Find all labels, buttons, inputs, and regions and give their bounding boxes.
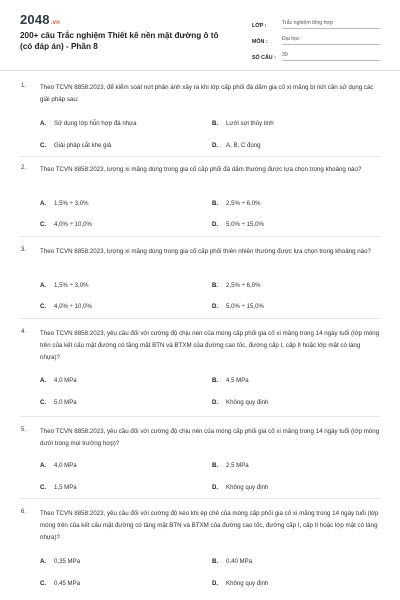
option-letter: A. [40, 377, 47, 384]
question-number: 4. [21, 328, 27, 335]
option-b[interactable] [212, 462, 249, 469]
option-letter: B. [212, 120, 219, 127]
option-a[interactable] [40, 120, 137, 127]
option-b[interactable] [212, 558, 252, 565]
option-a[interactable] [40, 462, 77, 469]
option-letter: D. [212, 580, 219, 587]
option-text: 1,5% ÷ 3,0% [54, 282, 89, 289]
option-letter: D. [212, 399, 219, 406]
option-text: 2,5% ÷ 6,0% [226, 200, 261, 207]
option-text: Giải pháp cắt khe giả [54, 142, 112, 149]
question-text: Theo TCVN 8858:2023, lượng xi măng dùng trong gia cố cấp phối đá dăm thường được lựa chọn trong khoảng nào? [40, 166, 362, 173]
question-text: Theo TCVN 8858:2023, yêu cầu đối với cường độ kéo khi ép chẻ của móng cấp phối gia cố xi măng trong 14 ngày tuổi (lớp móng trên của kết cấu mặt đường có tầng mặt BTN và BTXM của đường cao tốc, đường cấp I, cấp II hoặc lớp mặt có láng nhựa)? [40, 510, 379, 541]
meta-row-lop [252, 14, 380, 29]
option-c[interactable] [40, 580, 80, 587]
question-text: Theo TCVN 8858:2023, để kiểm soát nứt phản ánh xảy ra khi lớp cấp phối đá dăm gia cố xi măng bị nứt cần sử dụng các giải pháp sau: [40, 84, 374, 103]
option-text: Không quy định [226, 580, 269, 587]
option-text: 2,5% ÷ 6,0% [226, 282, 261, 289]
question-separator [20, 236, 380, 237]
option-letter: B. [212, 462, 219, 469]
header-divider [0, 70, 400, 71]
page-header [0, 0, 400, 64]
option-letter: B. [212, 558, 219, 565]
option-c[interactable] [40, 399, 77, 406]
option-text: Lưới sợi thủy tinh [226, 120, 274, 127]
document-title: 200+ câu Trắc nghiệm Thiết kế nền mặt đường ô tô (có đáp án) - Phần 8 [20, 31, 219, 51]
option-text: 2,5 MPa [226, 462, 249, 469]
question-text: Theo TCVN 8858:2023, lượng xi măng dùng trong gia cố cấp phối thiên nhiên thường được lựa chọn trong khoảng nào? [40, 248, 371, 255]
option-letter: D. [212, 484, 219, 491]
option-letter: B. [212, 377, 219, 384]
option-text: A, B, C đúng [226, 142, 261, 149]
option-c[interactable] [40, 221, 92, 228]
question-number: 2. [21, 164, 27, 171]
question-separator [20, 156, 380, 157]
option-d[interactable] [212, 303, 264, 310]
meta-row-mon [252, 30, 380, 45]
option-b[interactable] [212, 200, 261, 207]
socau-value: 30 [282, 52, 380, 61]
option-d[interactable] [212, 580, 268, 587]
socau-label: SỐ CÂU : [252, 55, 276, 61]
lop-label: LỚP : [252, 23, 267, 29]
option-text: 0,35 MPa [54, 558, 81, 565]
option-text: Không quy định [226, 484, 269, 491]
option-c[interactable] [40, 303, 92, 310]
option-text: Không quy định [226, 399, 269, 406]
option-b[interactable] [212, 282, 261, 289]
meta-row-socau [252, 46, 380, 61]
option-text: 0,40 MPa [226, 558, 253, 565]
question-separator [20, 318, 380, 319]
option-text: Sử dụng lớp hỗn hợp đá nhựa [54, 120, 137, 127]
question-number: 1. [21, 82, 27, 89]
option-a[interactable] [40, 282, 89, 289]
logo-tld: .vn [50, 20, 61, 26]
option-letter: D. [212, 303, 219, 310]
option-d[interactable] [212, 221, 264, 228]
option-a[interactable] [40, 377, 77, 384]
question-separator [20, 416, 380, 417]
option-text: 5,0% ÷ 15,0% [226, 303, 264, 310]
option-text: 0,45 MPa [54, 580, 81, 587]
option-d[interactable] [212, 484, 268, 491]
option-letter: A. [40, 462, 47, 469]
option-d[interactable] [212, 142, 261, 149]
option-text: 1,5 MPa [54, 484, 77, 491]
option-text: 4,0 MPa [54, 462, 77, 469]
option-text: 1,5% ÷ 3,0% [54, 200, 89, 207]
option-text: 4,0% ÷ 10,0% [54, 221, 92, 228]
mon-value: Đại học [282, 36, 380, 45]
option-letter: C. [40, 221, 47, 228]
option-letter: B. [212, 200, 219, 207]
question-number: 6. [21, 508, 27, 515]
lop-value: Trắc nghiệm tổng hợp [282, 20, 380, 29]
question-number: 5. [21, 426, 27, 433]
option-text: 5,0% ÷ 15,0% [226, 221, 264, 228]
option-letter: A. [40, 558, 47, 565]
document-meta [252, 14, 380, 62]
option-letter: B. [212, 282, 219, 289]
option-letter: D. [212, 142, 219, 149]
option-letter: A. [40, 200, 47, 207]
option-letter: C. [40, 484, 47, 491]
option-letter: C. [40, 399, 47, 406]
option-letter: A. [40, 282, 47, 289]
option-text: 4,0 MPa [54, 377, 77, 384]
question-number: 3. [21, 246, 27, 253]
option-a[interactable] [40, 200, 89, 207]
option-text: 4,0% ÷ 10,0% [54, 303, 92, 310]
option-c[interactable] [40, 484, 77, 491]
logo-text: 2048 [20, 12, 50, 27]
option-text: 5,0 MPa [54, 399, 77, 406]
mon-label: MÔN : [252, 39, 268, 45]
option-a[interactable] [40, 558, 80, 565]
question-text: Theo TCVN 8858:2023, yêu cầu đối với cường độ chịu nén của móng cấp phối gia cố xi măng trong 14 ngày tuổi (lớp móng dưới trong mọi trường hợp)? [40, 428, 380, 447]
option-text: 4,5 MPa [226, 377, 249, 384]
option-d[interactable] [212, 399, 268, 406]
option-letter: C. [40, 303, 47, 310]
option-letter: C. [40, 142, 47, 149]
option-b[interactable] [212, 120, 274, 127]
option-c[interactable] [40, 142, 111, 149]
question-separator [20, 498, 380, 499]
option-b[interactable] [212, 377, 249, 384]
option-letter: C. [40, 580, 47, 587]
site-logo[interactable] [20, 12, 60, 27]
option-letter: D. [212, 221, 219, 228]
question-text: Theo TCVN 8858:2023, yêu cầu đối với cường độ chịu nén của móng cấp phối gia cố xi măng trong 14 ngày tuổi (lớp móng trên của kết cấu mặt đường có tầng mặt BTN và BTXM của đường cao tốc, đường cấp I, cấp II hoặc lớp mặt có láng nhựa)? [40, 330, 380, 361]
option-letter: A. [40, 120, 47, 127]
